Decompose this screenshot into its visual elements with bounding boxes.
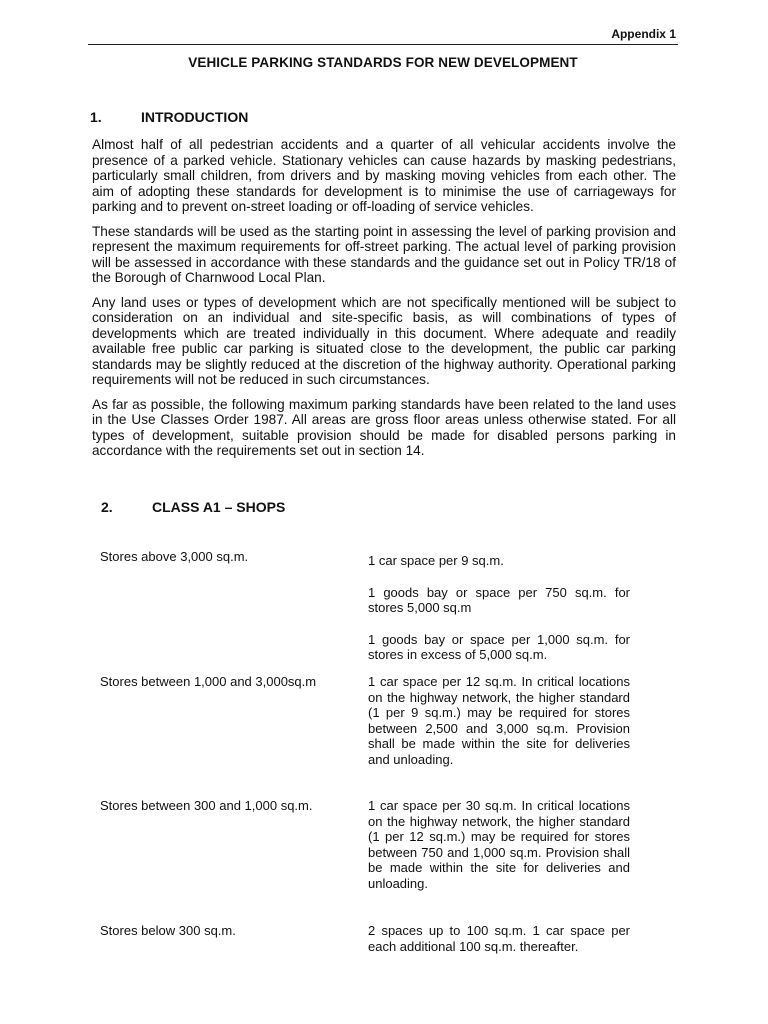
- land-use-cell: Stores between 1,000 and 3,000sq.m: [100, 674, 317, 689]
- land-use-cell: Stores between 300 and 1,000 sq.m.: [100, 798, 313, 813]
- section-2-title: CLASS A1 – SHOPS: [152, 499, 286, 515]
- header-rule: [88, 44, 678, 45]
- standard-cell: [368, 798, 630, 923]
- standard-text: 1 goods bay or space per 1,000 sq.m. for stores in excess of 5,000 sq.m.: [368, 631, 630, 663]
- standard-text: 1 car space per 30 sq.m. In critical locations on the highway network, the higher standard (1 per 12 sq.m.) may be required for stores between 750 and 1,000 sq.m. Provision shall be made within the site for deliveries and unloading.: [368, 798, 630, 891]
- section-1-title: INTRODUCTION: [141, 109, 249, 125]
- document-title: VEHICLE PARKING STANDARDS FOR NEW DEVELOPMENT: [188, 55, 578, 70]
- standard-text: 1 car space per 9 sq.m.: [368, 553, 504, 568]
- standard-text: 1 car space per 12 sq.m. In critical locations on the highway network, the higher standard (1 per 9 sq.m.) may be required for stores between 2,500 and 3,000 sq.m. Provision shall be made within the site for deliveries and unloading.: [368, 674, 630, 767]
- standard-text: 1 goods bay or space per 750 sq.m. for stores 5,000 sq.m: [368, 584, 630, 616]
- table-row: [100, 798, 640, 923]
- standard-cell: [368, 674, 630, 798]
- section-2-number: 2.: [101, 499, 113, 515]
- standard-cell: [368, 549, 630, 674]
- table-row: [100, 674, 640, 798]
- introduction-body: [92, 137, 676, 468]
- appendix-label: Appendix 1: [611, 27, 676, 41]
- intro-paragraph-4: As far as possible, the following maximum parking standards have been related to the land uses in the Use Classes Order 1987. All areas are gross floor areas unless otherwise stated. For all types of development, suitable provision should be made for disabled persons parking in accordance with the requirements set out in section 14.: [92, 396, 676, 458]
- section-2-heading: [101, 499, 285, 515]
- land-use-cell: Stores below 300 sq.m.: [100, 923, 236, 938]
- table-row: [100, 923, 640, 954]
- standard-text: 2 spaces up to 100 sq.m. 1 car space per each additional 100 sq.m. thereafter.: [368, 923, 630, 954]
- land-use-cell: Stores above 3,000 sq.m.: [100, 549, 249, 564]
- shops-standards-table: [100, 549, 640, 954]
- intro-paragraph-2: These standards will be used as the starting point in assessing the level of parking provision and represent the maximum requirements for off-street parking. The actual level of parking provision will be assessed in accordance with these standards and the guidance set out in Policy TR/18 of the Borough of Charnwood Local Plan.: [92, 223, 676, 285]
- intro-paragraph-3: Any land uses or types of development which are not specifically mentioned will be subject to consideration on an individual and site-specific basis, as will combinations of types of developments which are treated individually in this document. Where adequate and readily available free public car parking is situated close to the development, the public car parking standards may be slightly reduced at the discretion of the highway authority. Operational parking requirements will not be reduced in such circumstances.: [92, 294, 676, 387]
- intro-paragraph-1: Almost half of all pedestrian accidents and a quarter of all vehicular accidents involve the presence of a parked vehicle. Stationary vehicles can cause hazards by masking pedestrians, particularly small children, from drivers and by masking moving vehicles from each other. The aim of adopting these standards for development is to minimise the use of carriageways for parking and to prevent on-street loading or off-loading of service vehicles.: [92, 137, 676, 214]
- section-1-heading: [90, 109, 248, 125]
- table-row: [100, 549, 640, 674]
- standard-cell: [368, 923, 630, 954]
- section-1-number: 1.: [90, 109, 102, 125]
